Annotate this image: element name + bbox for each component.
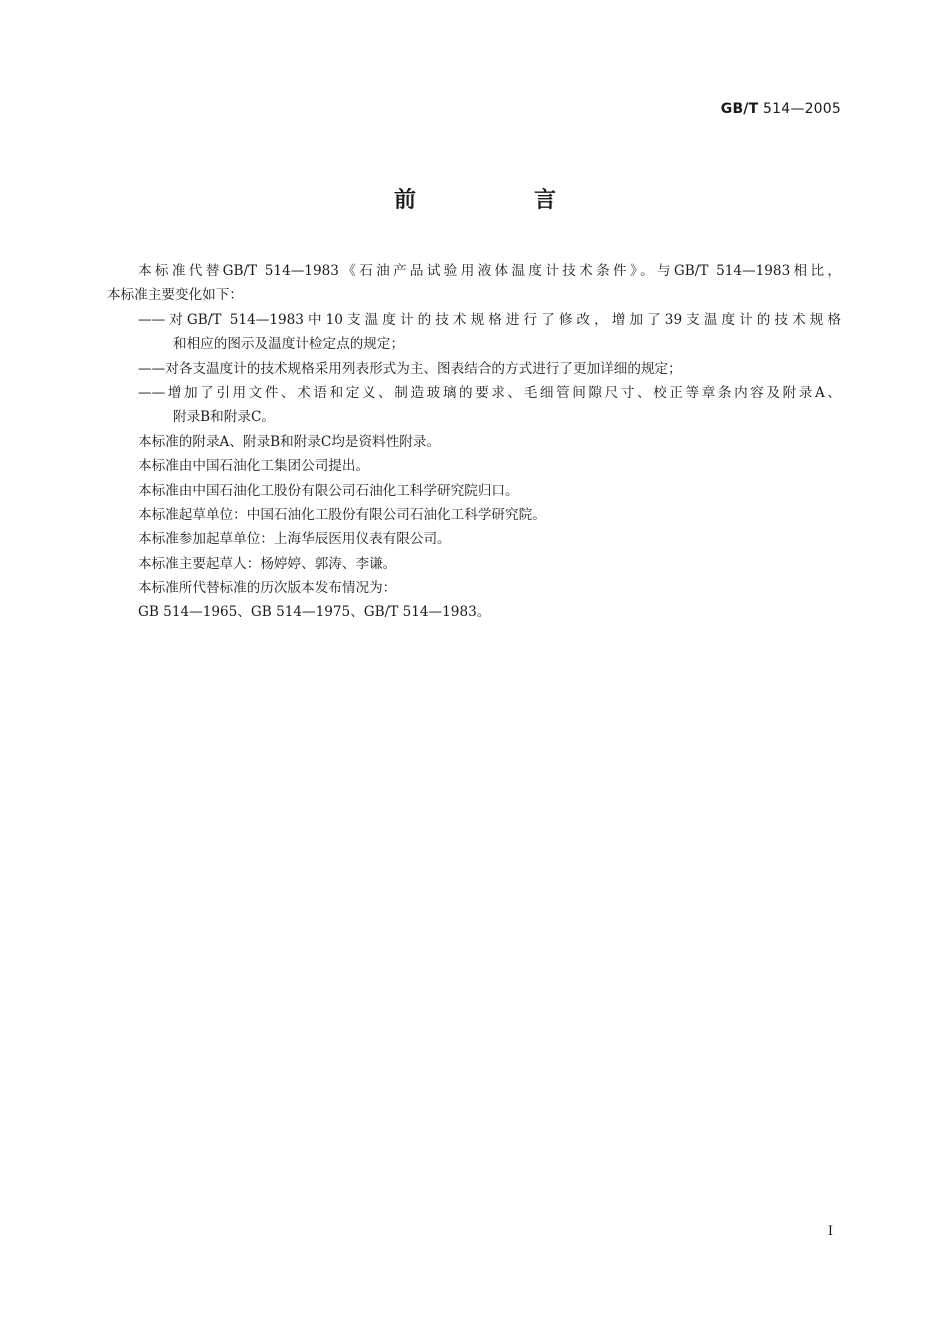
- standard-code-number: 514—2005: [763, 101, 841, 117]
- paragraph-line: 本标准所代替标准的历次版本发布情况为：: [138, 580, 397, 597]
- paragraph-line: 本标准起草单位：中国石油化工股份有限公司石油化工科学研究院。: [138, 506, 546, 523]
- paragraph-line: 本标准参加起草单位：上海华辰医用仪表有限公司。: [138, 531, 451, 548]
- list-item: ——增加了引用文件、术语和定义、制造玻璃的要求、毛细管间隙尺寸、校正等章条内容及附录A、: [138, 384, 841, 401]
- paragraph-line: 本标准的附录A、附录B和附录C均是资料性附录。: [138, 433, 441, 450]
- paragraph-line: 本标准由中国石油化工集团公司提出。: [138, 458, 370, 475]
- paragraph-line: 本标准主要起草人：杨婷婷、郭涛、李谦。: [138, 555, 397, 572]
- list-item-continuation: 附录B和附录C。: [173, 409, 275, 426]
- list-item: ——对各支温度计的技术规格采用列表形式为主、图表结合的方式进行了更加详细的规定；: [138, 360, 682, 377]
- page-number: I: [827, 1224, 833, 1239]
- standard-code: [721, 101, 841, 117]
- standard-code-prefix: GB/T: [720, 101, 759, 117]
- foreword-body: [107, 259, 841, 625]
- page-title: 前 言: [393, 188, 604, 213]
- list-item: ——对GB/T 514—1983中10支温度计的技术规格进行了修改，增加了39支温度计的技术规格: [138, 311, 841, 328]
- paragraph-line: 本标准由中国石油化工股份有限公司石油化工科学研究院归口。: [138, 482, 519, 499]
- paragraph-line: 本标准代替GB/T 514—1983《石油产品试验用液体温度计技术条件》。与GB/T 514—1983相比，: [138, 263, 841, 279]
- paragraph-line: 本标准主要变化如下：: [107, 287, 243, 304]
- list-item-continuation: 和相应的图示及温度计检定点的规定；: [173, 336, 405, 353]
- paragraph-line: GB 514—1965、GB 514—1975、GB/T 514—1983。: [138, 604, 491, 621]
